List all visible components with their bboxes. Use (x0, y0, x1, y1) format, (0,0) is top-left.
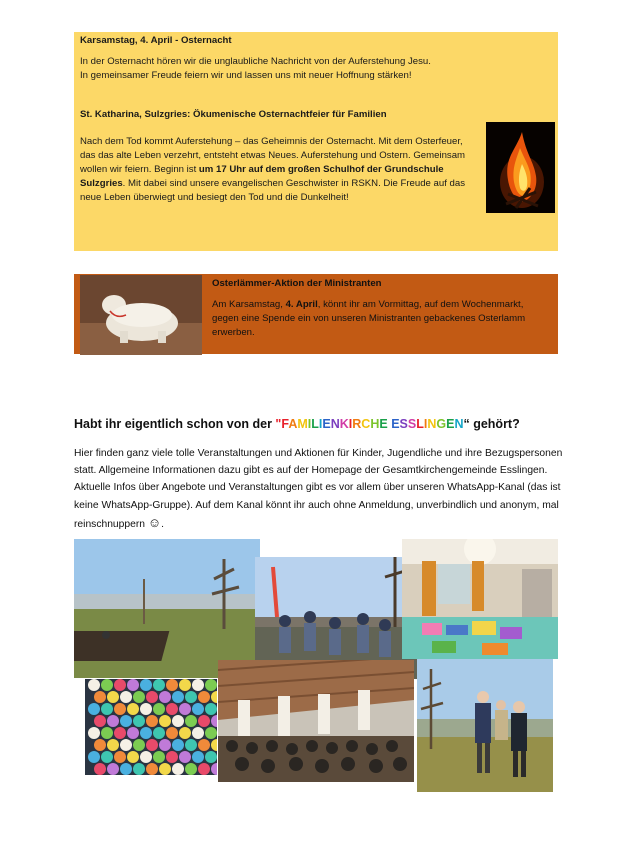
easter-vigil-heading: Karsamstag, 4. April - Osternacht (80, 35, 232, 46)
heading-rainbow-text: FAMILIENKIRCHE ESSLINGEN (281, 417, 464, 431)
heading-part-b: “ gehört? (463, 417, 520, 431)
collage-photo-hiking-group (417, 659, 553, 792)
collage-photo-ball-pit (85, 679, 217, 775)
family-vigil-text-bold: um 17 Uhr auf dem großen Schulhof der Grundschule Sulzgries (80, 164, 444, 189)
lamb-text-bold: 4. April (285, 299, 318, 310)
smiley-icon: ☺ (147, 514, 162, 530)
lamb-title: Osterlämmer-Aktion der Ministranten (212, 278, 382, 289)
family-church-body: Hier finden ganz viele tolle Veranstaltungen und Aktionen für Kinder, Jugendliche und ihre Bezugspersonen statt. Allgemeine Informationen dazu gibt es auf der Homepage der Gesamtkirchengemeinde Esslingen. Aktuelle Infos über Angebote und Veranstaltungen gibt es vor allem über unseren WhatsApp-Kanal (das ist keine WhatsApp-Gruppe). Auf dem Kanal könnt ihr auch ohne Anmeldung, unverbindlich und anonym, mal reinschnuppern (74, 448, 563, 530)
easter-fire-photo (486, 122, 555, 213)
family-vigil-heading: St. Katharina, Sulzgries: Ökumenische Osternachtfeier für Familien (80, 109, 387, 120)
heading-open-quote: " (275, 417, 282, 431)
family-church-text (74, 445, 564, 533)
collage-photo-meadow (74, 539, 260, 678)
collage-photo-church-hall (218, 660, 414, 782)
lamb-text (212, 298, 552, 340)
easter-vigil-box (74, 32, 558, 251)
lamb-text-a: Am Karsamstag, (212, 299, 286, 310)
lamb-text-b: , könnt ihr am Vormittag, auf dem Wochenmarkt, gegen eine Spende ein von unseren Ministranten gebackenes Osterlamm erwerben. (212, 299, 526, 338)
easter-lamb-box (74, 274, 558, 354)
easter-vigil-line-2: In gemeinsamer Freude feiern wir und lassen uns mit neuer Hoffnung stärken! (80, 70, 412, 81)
heading-part-a: Habt ihr eigentlich schon von der (74, 417, 276, 431)
family-church-heading (74, 417, 520, 431)
family-vigil-text-a: Nach dem Tod kommt Auferstehung – das Geheimnis der Osternacht. Mit dem Osterfeuer, das das alte Leben verzehrt, entsteht etwas Neues. Auferstehung und Ostern. Gemeinsam wollen wir feiern. Beginn ist (80, 136, 466, 175)
collage-photo-playroom (402, 539, 558, 659)
easter-lamb-photo (80, 275, 202, 355)
family-vigil-text-b: . Mit dabei sind unsere evangelischen Geschwister in RSKN. Die Freude auf das neue Leben überwiegt und besiegt den Tod und die Dunkelheit! (80, 178, 466, 203)
family-church-body-end: . (161, 518, 164, 530)
family-vigil-text (80, 135, 475, 205)
easter-vigil-line-1: In der Osternacht hören wir die unglaubliche Nachricht von der Auferstehung Jesu. (80, 56, 431, 67)
